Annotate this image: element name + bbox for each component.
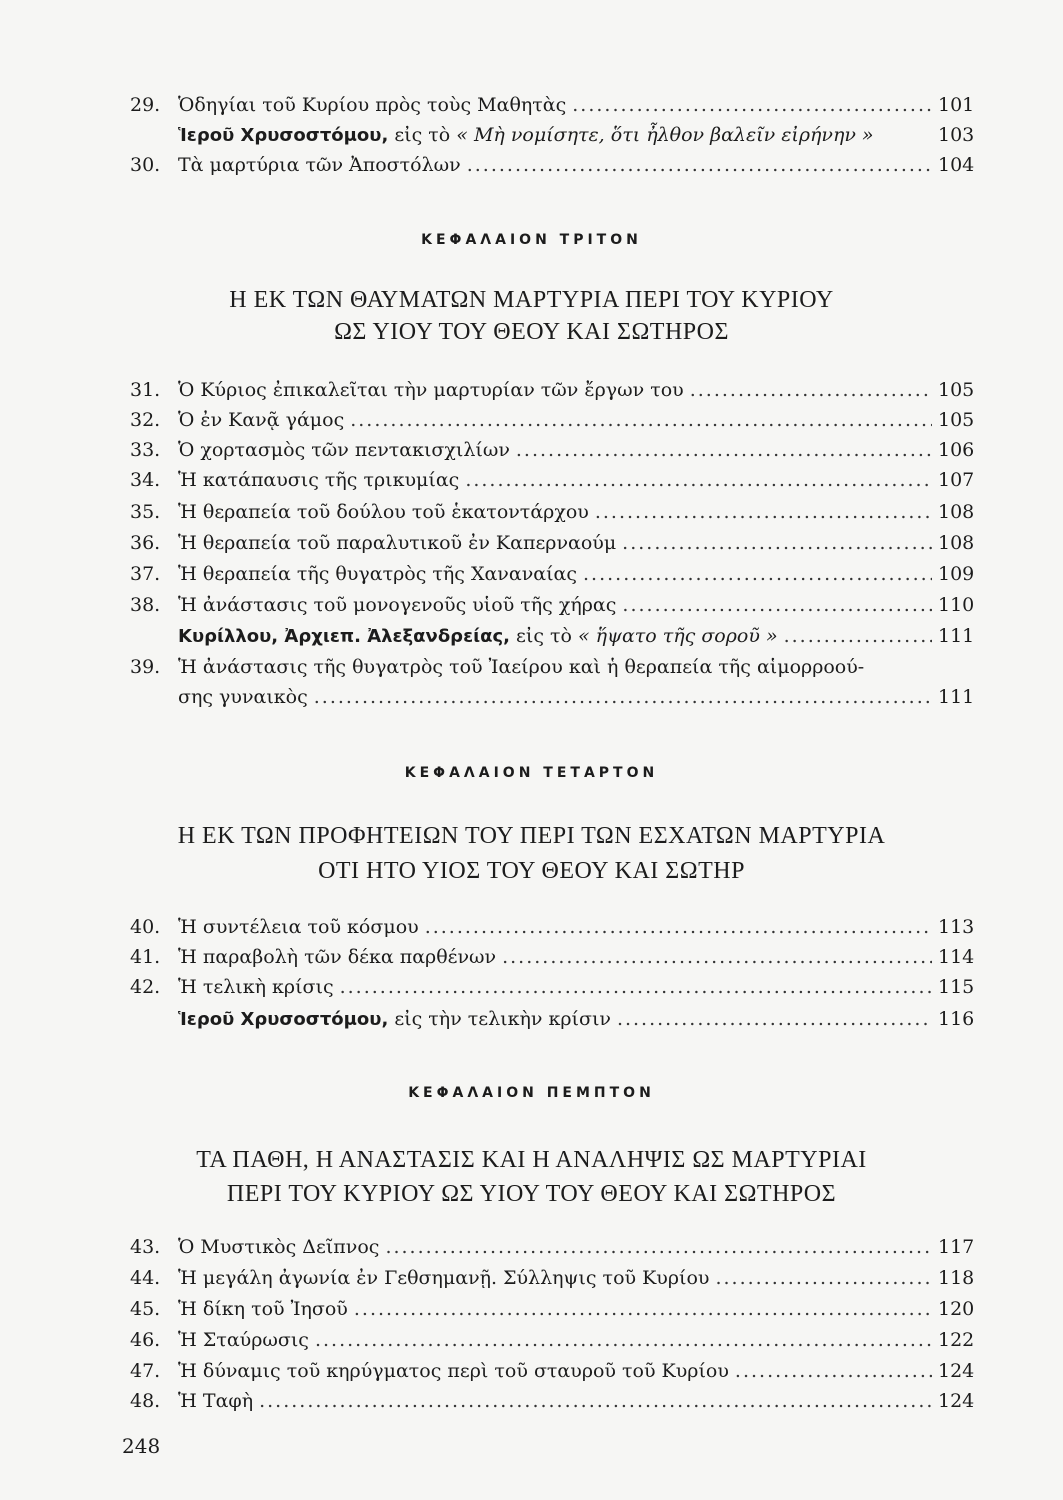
entry-quote: « Μὴ νομίσητε, ὅτι ἦλθον βαλεῖν εἰρήνην » (456, 124, 874, 146)
entry-quote: « ἥψατο τῆς σοροῦ » (578, 625, 778, 647)
toc-entry: 40. Ἡ συντέλεια τοῦ κόσμου ..... 113 (130, 912, 970, 942)
toc-entry (130, 90, 975, 120)
entry-author: Ἱεροῦ Χρυσοστόμου, (178, 1009, 389, 1030)
dot-leader (572, 90, 932, 120)
toc-entry: 32. Ὁ ἐν Κανᾷ γάμος ..... 105 (130, 405, 970, 435)
toc-entry: 34. Ἡ κατάπαυσις τῆς τρικυμίας ..... 107 (130, 465, 970, 495)
chapter-title: ΩΣ ΥΙΟΥ ΤΟΥ ΘΕΟΥ ΚΑΙ ΣΩΤΗΡΟΣ (334, 319, 729, 345)
toc-entry: 33. Ὁ χορτασμὸς τῶν πεντακισχιλίων ..... 106 (130, 435, 970, 465)
chapter-title: ΠΕΡΙ ΤΟΥ ΚΥΡΙΟΥ ΩΣ ΥΙΟΥ ΤΟΥ ΘΕΟΥ ΚΑΙ ΣΩΤΗΡΟΣ (226, 1181, 837, 1207)
toc-entry (130, 150, 975, 180)
toc-entry: 37. Ἡ θεραπεία τῆς θυγατρὸς τῆς Χαναναίας ..... 109 (130, 559, 970, 589)
entry-number: 30. (130, 154, 161, 176)
entry-title: Ὁδηγίαι τοῦ Κυρίου πρὸς τοὺς Μαθητὰς (178, 94, 567, 116)
toc-entry: 43. Ὁ Μυστικὸς Δεῖπνος ..... 117 (130, 1232, 970, 1262)
chapter-title: ΟΤΙ ΗΤΟ ΥΙΟΣ ΤΟΥ ΘΕΟΥ ΚΑΙ ΣΩΤΗΡ (318, 858, 745, 884)
toc-entry: 38. Ἡ ἀνάστασις τοῦ μονογενοῦς υἱοῦ τῆς χήρας ..... 110 (130, 590, 970, 620)
toc-entry: 47. Ἡ δύναμις τοῦ κηρύγματος περὶ τοῦ σταυροῦ τοῦ Κυρίου ..... 124 (130, 1356, 970, 1386)
toc-entry: 39. Ἡ ἀνάστασις τῆς θυγατρὸς τοῦ Ἰαείρου καὶ ἡ θεραπεία τῆς αἱμορροού- (130, 656, 865, 678)
entry-number: 29. (130, 94, 161, 116)
toc-entry: 46. Ἡ Σταύρωσις ..... 122 (130, 1325, 970, 1355)
toc-entry: 41. Ἡ παραβολὴ τῶν δέκα παρθένων ..... 114 (130, 942, 970, 972)
entry-page: 104 (938, 154, 975, 176)
toc-entry (130, 120, 975, 150)
toc-entry: 31. Ὁ Κύριος ἐπικαλεῖται τὴν μαρτυρίαν τῶν ἔργων του ..... 105 (130, 375, 970, 405)
entry-title: Τὰ μαρτύρια τῶν Ἀποστόλων (178, 154, 461, 176)
toc-entry: 35. Ἡ θεραπεία τοῦ δούλου τοῦ ἑκατοντάρχου ..... 108 (130, 497, 970, 527)
toc-entry-continuation: σης γυναικὸς ..... 111 (130, 682, 970, 712)
toc-entry: 45. Ἡ δίκη τοῦ Ἰησοῦ ..... 120 (130, 1294, 970, 1324)
entry-title: Ἱεροῦ Χρυσοστόμου, εἰς τὸ « Μὴ νομίσητε, ὅτι ἦλθον βαλεῖν εἰρήνην » (178, 124, 874, 146)
entry-author: Κυρίλλου, Ἀρχιεπ. Ἀλεξανδρείας, (178, 626, 510, 647)
toc-entry: Κυρίλλου, Ἀρχιεπ. Ἀλεξανδρείας, εἰς τὸ « ἥψατο τῆς σοροῦ » ..... 111 (130, 621, 970, 651)
toc-entry: Ἱεροῦ Χρυσοστόμου, εἰς τὴν τελικὴν κρίσιν ..... 116 (130, 1004, 970, 1034)
chapter-title: ΤΑ ΠΑΘΗ, Η ΑΝΑΣΤΑΣΙΣ ΚΑΙ Η ΑΝΑΛΗΨΙΣ ΩΣ ΜΑΡΤΥΡΙΑΙ (196, 1147, 867, 1173)
dot-leader (467, 150, 932, 180)
chapter-label: ΚΕΦΑΛΑΙΟΝ ΠΕΜΠΤΟΝ (408, 1085, 655, 1101)
toc-entry: 36. Ἡ θεραπεία τοῦ παραλυτικοῦ ἐν Καπερναούμ ..... 108 (130, 528, 970, 558)
entry-author: Ἱεροῦ Χρυσοστόμου, (178, 125, 389, 146)
page-number: 248 (122, 1434, 161, 1458)
toc-entry: 48. Ἡ Ταφὴ ..... 124 (130, 1386, 970, 1416)
chapter-label: ΚΕΦΑΛΑΙΟΝ ΤΡΙΤΟΝ (421, 232, 642, 248)
toc-entry: 44. Ἡ μεγάλη ἀγωνία ἐν Γεθσημανῇ. Σύλληψις τοῦ Κυρίου ..... 118 (130, 1263, 970, 1293)
chapter-title: Η ΕΚ ΤΩΝ ΠΡΟΦΗΤΕΙΩΝ ΤΟΥ ΠΕΡΙ ΤΩΝ ΕΣΧΑΤΩΝ ΜΑΡΤΥΡΙΑ (177, 823, 886, 849)
entry-page: 101 (938, 94, 975, 116)
entry-page: 103 (938, 124, 975, 146)
chapter-label: ΚΕΦΑΛΑΙΟΝ ΤΕΤΑΡΤΟΝ (404, 765, 659, 781)
chapter-title: Η ΕΚ ΤΩΝ ΘΑΥΜΑΤΩΝ ΜΑΡΤΥΡΙΑ ΠΕΡΙ ΤΟΥ ΚΥΡΙΟΥ (229, 287, 834, 313)
toc-entry: 42. Ἡ τελικὴ κρίσις ..... 115 (130, 972, 970, 1002)
